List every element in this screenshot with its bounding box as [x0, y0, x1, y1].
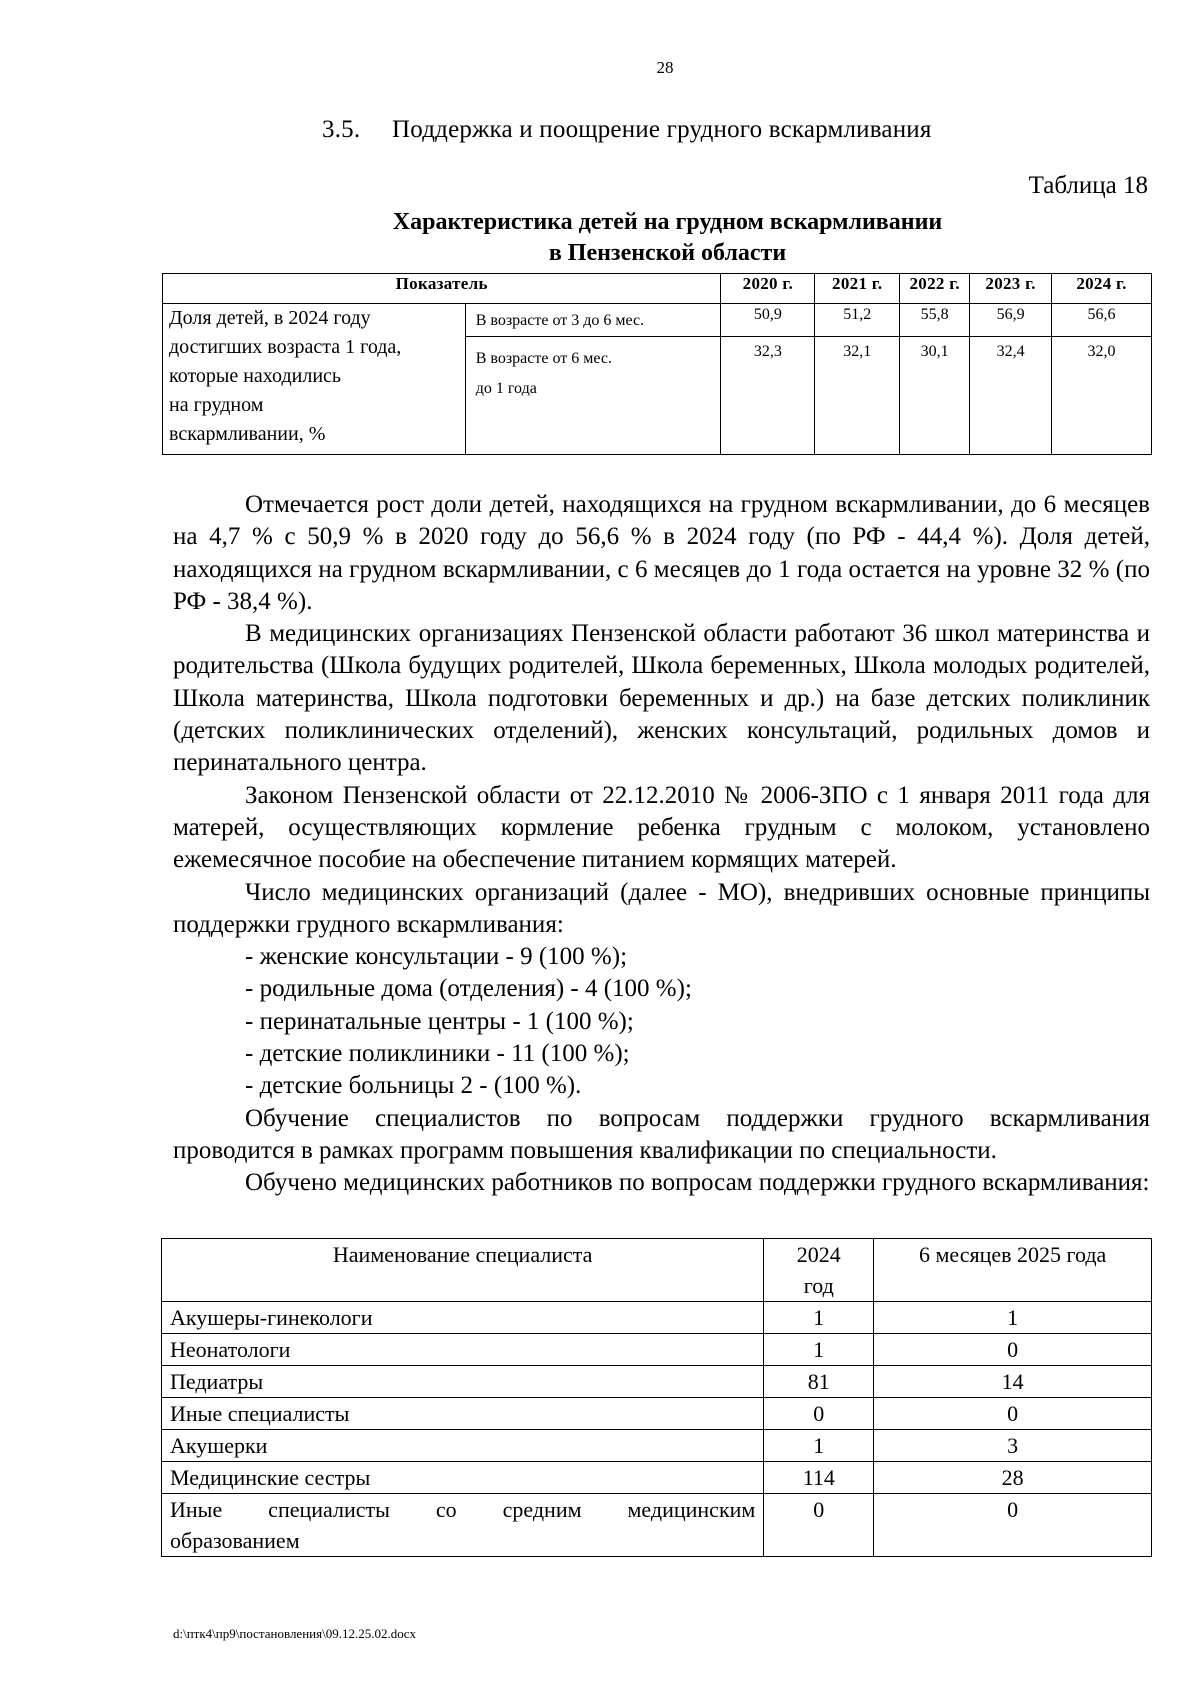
list-item: - перинатальные центры - 1 (100 %);	[245, 1007, 634, 1035]
value-cell: 32,1	[815, 337, 900, 455]
value-cell: 32,0	[1052, 337, 1152, 455]
age-line: до 1 года	[475, 380, 537, 397]
header-year: 2021 г.	[815, 274, 900, 304]
header-year: 2020 г.	[721, 274, 815, 304]
value-2025: 0	[874, 1334, 1152, 1366]
table-title-line1: Характеристика детей на грудном вскармливании	[392, 209, 943, 235]
list-item: - женские консультации - 9 (100 %);	[245, 943, 628, 971]
table-row	[162, 1334, 1152, 1366]
paragraph: Обучено медицинских работников по вопросам поддержки грудного вскармливания:	[245, 1169, 1150, 1197]
indicator-cell	[163, 304, 466, 455]
list-item: - детские поликлиники - 11 (100 %);	[245, 1040, 630, 1068]
value-cell: 32,4	[970, 337, 1052, 455]
header-2024	[764, 1239, 874, 1302]
age-cell	[465, 337, 721, 455]
age-cell: В возрасте от 3 до 6 мес.	[465, 304, 721, 337]
file-path-footer: d:\птк4\пр9\постановления\09.12.25.02.docx	[173, 1626, 416, 1641]
section-number: 3.5.	[322, 116, 361, 143]
header-year: 2022 г.	[900, 274, 970, 304]
header-year: 2023 г.	[970, 274, 1052, 304]
section-title: Поддержка и поощрение грудного вскармливания	[392, 116, 932, 143]
header-2025: 6 месяцев 2025 года	[874, 1239, 1152, 1302]
table-title	[0, 207, 1200, 269]
value-cell: 56,6	[1052, 304, 1152, 337]
paragraph: Число медицинских организаций (далее - МО), внедривших основные принципы поддержки грудного вскармливания:	[173, 878, 1150, 938]
indicator-line: Доля детей, в 2024 году	[169, 307, 371, 329]
training-table	[161, 1238, 1152, 1557]
value-2025: 0	[874, 1398, 1152, 1430]
specialist-name: Иные специалисты	[162, 1398, 764, 1430]
header-indicator: Показатель	[163, 274, 721, 304]
indicator-line: на грудном	[169, 394, 264, 416]
value-cell: 32,3	[721, 337, 815, 455]
list-item: - родильные дома (отделения) - 4 (100 %);	[245, 975, 692, 1003]
value-2024: 114	[764, 1462, 874, 1494]
table-row	[162, 1398, 1152, 1430]
section-heading	[322, 116, 932, 144]
header-year: 2024 г.	[1052, 274, 1152, 304]
paragraph: Обучение специалистов по вопросам поддержки грудного вскармливания проводится в рамках программ повышения квалификации по специальности.	[173, 1104, 1150, 1164]
paragraph: Законом Пензенской области от 22.12.2010 № 2006-ЗПО с 1 января 2011 года для матерей, осуществляющих кормление ребенка грудным с молоком, установлено ежемесячное пособие на обеспечение питанием кормящих матерей.	[173, 781, 1150, 874]
table-row	[163, 304, 1152, 337]
table-header-row	[162, 1239, 1152, 1302]
indicator-line: достигших возраста 1 года,	[169, 336, 402, 358]
value-2024: 1	[764, 1334, 874, 1366]
page-number: 28	[656, 58, 674, 77]
header-specialist: Наименование специалиста	[162, 1239, 764, 1302]
specialist-name: Акушерки	[162, 1430, 764, 1462]
value-2025: 1	[874, 1302, 1152, 1334]
table-row	[162, 1366, 1152, 1398]
table-row	[162, 1430, 1152, 1462]
value-2025: 14	[874, 1366, 1152, 1398]
specialist-name: Неонатологи	[162, 1334, 764, 1366]
specialist-name-line: образованием	[170, 1528, 300, 1553]
specialist-name: Педиатры	[162, 1366, 764, 1398]
specialist-name-line: Иные специалисты со средним медицинским	[170, 1497, 756, 1522]
specialist-name: Медицинские сестры	[162, 1462, 764, 1494]
value-2024: 0	[764, 1398, 874, 1430]
value-cell: 30,1	[900, 337, 970, 455]
table-row	[162, 1302, 1152, 1334]
paragraph: В медицинских организациях Пензенской области работают 36 школ материнства и родительства (Школа будущих родителей, Школа беременных, Школа молодых родителей, Школа материнства, Школа подготовки беременных и др.) на базе детских поликлиник (детских поликлинических отделений), женских консультаций, родильных домов и перинатального центра.	[173, 620, 1150, 777]
value-2025: 28	[874, 1462, 1152, 1494]
indicator-line: которые находились	[169, 365, 342, 387]
value-2024: 81	[764, 1366, 874, 1398]
value-cell: 56,9	[970, 304, 1052, 337]
paragraph: Отмечается рост доли детей, находящихся на грудном вскармливании, до 6 месяцев на 4,7 % с 50,9 % в 2020 году до 56,6 % в 2024 году (по РФ - 44,4 %). Доля детей, находящихся на грудном вскармливании, с 6 месяцев до 1 года остается на уровне 32 % (по РФ - 38,4 %).	[173, 491, 1150, 615]
value-cell: 55,8	[900, 304, 970, 337]
value-2024: 1	[764, 1302, 874, 1334]
table-header-row	[163, 274, 1152, 304]
age-line: В возрасте от 6 мес.	[475, 350, 612, 367]
value-2024: 1	[764, 1430, 874, 1462]
table-caption: Таблица 18	[1028, 172, 1148, 199]
value-cell: 51,2	[815, 304, 900, 337]
header-line: год	[803, 1273, 834, 1298]
list-item: - детские больницы 2 - (100 %).	[245, 1072, 582, 1100]
table-title-line2: в Пензенской области	[548, 240, 787, 266]
specialist-name	[162, 1494, 764, 1557]
header-line: 2024	[796, 1242, 841, 1267]
breastfeeding-table	[162, 273, 1152, 455]
value-cell: 50,9	[721, 304, 815, 337]
value-2025: 3	[874, 1430, 1152, 1462]
table-row	[162, 1494, 1152, 1557]
body-text	[173, 489, 1150, 1200]
table-row	[162, 1462, 1152, 1494]
indicator-line: вскармливании, %	[169, 423, 326, 445]
value-2024: 0	[764, 1494, 874, 1557]
specialist-name: Акушеры-гинекологи	[162, 1302, 764, 1334]
value-2025: 0	[874, 1494, 1152, 1557]
